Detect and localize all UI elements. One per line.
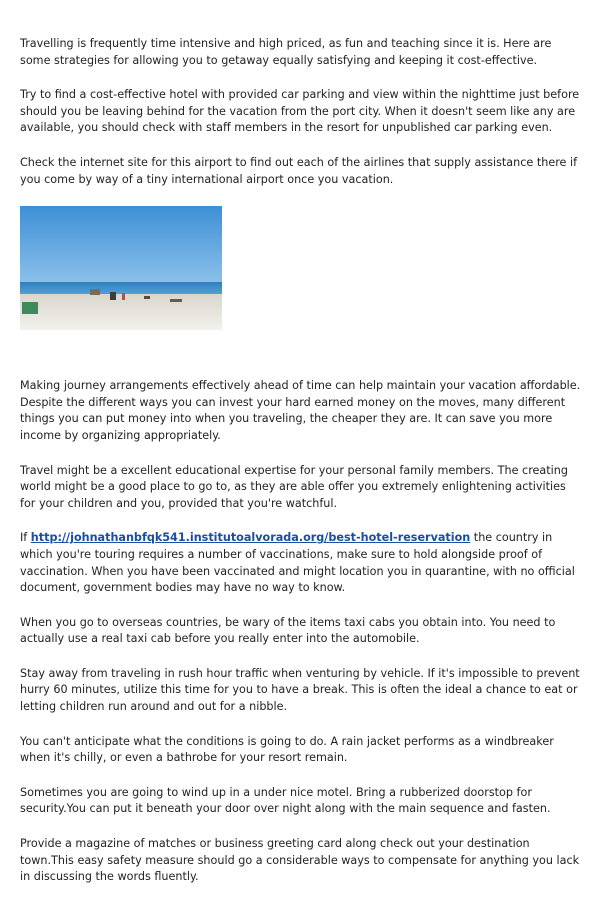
article-body xyxy=(20,36,582,904)
paragraph-education: Travel might be a excellent educational expertise for your personal family members. The creating world might be a good place to go to, as they are able offer you extremely enlightening activities for your children and you, provided that you're watchful. xyxy=(20,463,568,510)
paragraph-airport: Check the internet site for this airport to find out each of the airlines that supply assistance there if you come by way of a tiny international airport once you vacation. xyxy=(20,155,578,186)
paragraph-vaccination xyxy=(20,530,582,596)
hotel-reservation-link[interactable]: http://johnathanbfqk541.institutoalvorada.org/best-hotel-reservation xyxy=(30,531,471,545)
vaccination-text-after: the country in which you're touring requires a number of vaccinations, make sure to hold alongside proof of vaccination. When you have been vaccinated and might location you in quarantine, with no official document, government bodies may have no way to know. xyxy=(20,531,575,595)
paragraph-doorstop: Sometimes you are going to wind up in a under nice motel. Bring a rubberized doorstop for security.You can put it beneath your door over night along with the main sequence and fasten. xyxy=(20,785,551,816)
vaccination-text-before: If xyxy=(20,531,31,545)
paragraph-matches: Provide a magazine of matches or business greeting card along check out your destination town.This easy safety measure should go a considerable ways to compensate for anything you lack in discussing the words fluently. xyxy=(20,837,580,884)
beach-photo xyxy=(20,206,222,330)
paragraph-planning: Making journey arrangements effectively ahead of time can help maintain your vacation affordable. Despite the different ways you can invest your hard earned money on the moves, many different things you can put money into when you traveling, the cheaper they are. It can save you more income by organizing appropriately. xyxy=(20,379,581,442)
paragraph-taxi: When you go to overseas countries, be wary of the items taxi cabs you obtain into. You need to actually use a real taxi cab before you really enter into the automobile. xyxy=(20,615,556,646)
paragraph-intro: Travelling is frequently time intensive and high priced, as fun and teaching since it is. Here are some strategies for allowing you to getaway equally satisfying and keeping it cost-effective. xyxy=(20,37,552,67)
paragraph-parking: Try to find a cost-effective hotel with provided car parking and view within the nighttime just before should you be leaving behind for the vacation from the port city. When it doesn't seem like any are available, you should check with staff members in the resort for unpublished car parking even. xyxy=(20,88,580,135)
paragraph-weather: You can't anticipate what the conditions is going to do. A rain jacket performs as a windbreaker when it's chilly, or even a bathrobe for your resort remain. xyxy=(20,734,554,765)
paragraph-rush-hour: Stay away from traveling in rush hour traffic when venturing by vehicle. If it's impossible to prevent hurry 60 minutes, utilize this time for you to have a break. This is often the ideal a chance to eat or letting children run around and out for a nibble. xyxy=(20,666,580,714)
